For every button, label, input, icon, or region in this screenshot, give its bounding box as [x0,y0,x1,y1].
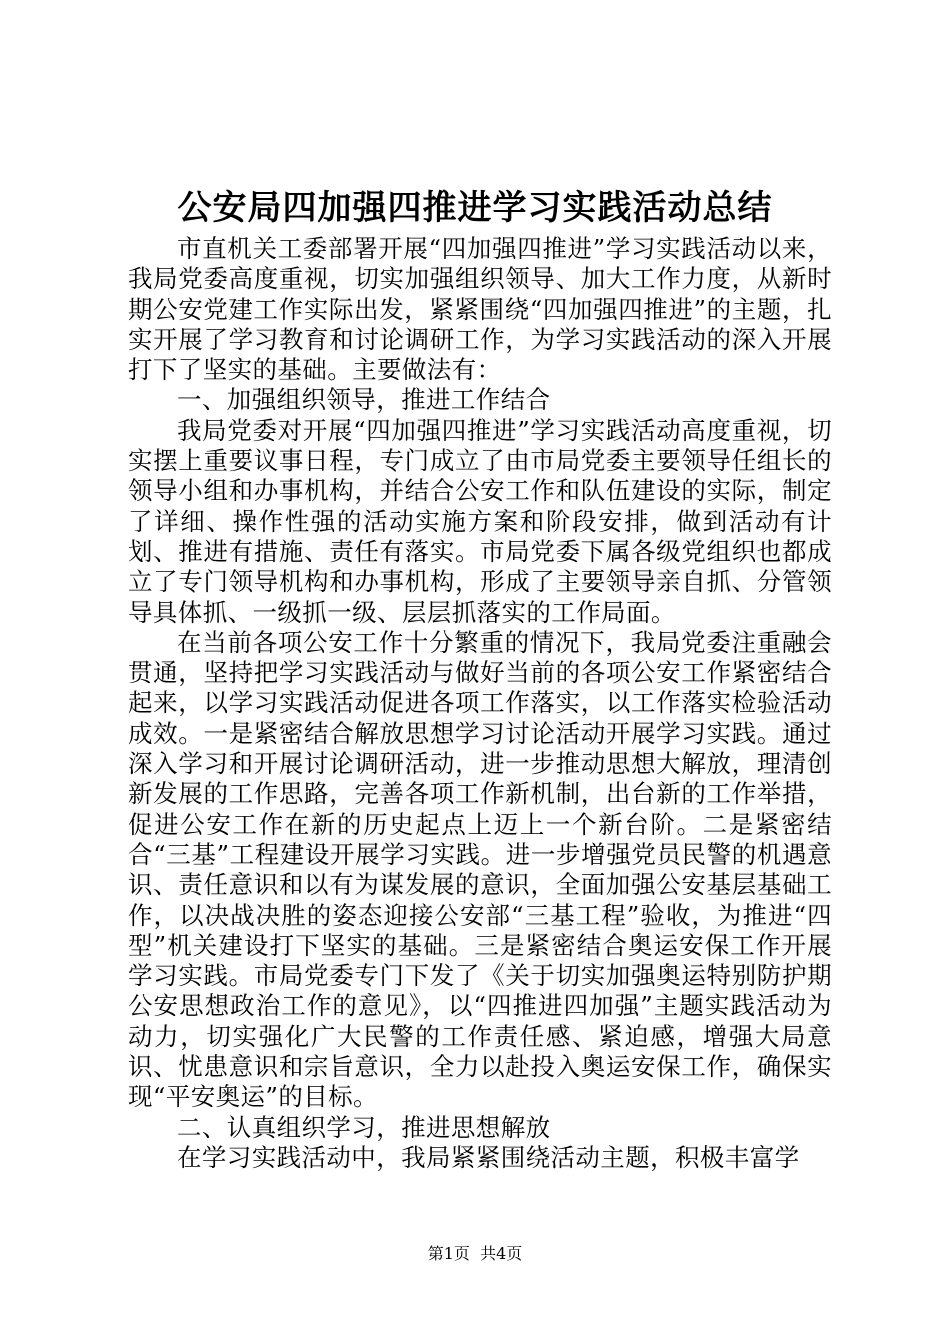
section-heading-1: 一、加强组织领导，推进工作结合 [177,385,551,415]
document-body [128,234,832,1173]
document-title: 公安局四加强四推进学习实践活动总结 [177,188,773,228]
page-footer [0,1244,950,1264]
paragraph-section1-a: 我局党委对开展“四加强四推进”学习实践活动高度重视，切实摆上重要议事日程，专门成立了由市局党委主要领导任组长的领导小组和办事机构，并结合公安工作和队伍建设的实际，制定了详细、操作性强的活动实施方案和阶段安排，做到活动有计划、推进有措施、责任有落实。市局党委下属各级党组织也都成立了专门领导机构和办事机构，形成了主要领导亲自抓、分管领导具体抓、一级抓一级、层层抓落实的工作局面。 [128,415,832,627]
paragraph-section1-b: 在当前各项公安工作十分繁重的情况下，我局党委注重融会贯通，坚持把学习实践活动与做好当前的各项公安工作紧密结合起来，以学习实践活动促进各项工作落实，以工作落实检验活动成效。一是紧密结合解放思想学习讨论活动开展学习实践。通过深入学习和开展讨论调研活动，进一步推动思想大解放，理清创新发展的工作思路，完善各项工作新机制，出台新的工作举措，促进公安工作在新的历史起点上迈上一个新台阶。二是紧密结合“三基”工程建设开展学习实践。进一步增强党员民警的机遇意识、责任意识和以有为谋发展的意识，全面加强公安基层基础工作，以决战决胜的姿态迎接公安部“三基工程”验收，为推进“四型”机关建设打下坚实的基础。三是紧密结合奥运安保工作开展学习实践。市局党委专门下发了《关于切实加强奥运特别防护期公安思想政治工作的意见》，以“四推进四加强”主题实践活动为动力，切实强化广大民警的工作责任感、紧迫感，增强大局意识、忧患意识和宗旨意识，全力以赴投入奥运安保工作，确保实现“平安奥运”的目标。 [128,627,832,1112]
paragraph-section2-a: 在学习实践活动中，我局紧紧围绕活动主题，积极丰富学 [177,1142,800,1172]
section-heading-2: 二、认真组织学习，推进思想解放 [177,1112,551,1142]
page-number: 第1页 [427,1244,470,1263]
paragraph-intro: 市直机关工委部署开展“四加强四推进”学习实践活动以来，我局党委高度重视，切实加强组织领导、加大工作力度，从新时期公安党建工作实际出发，紧紧围绕“四加强四推进”的主题，扎实开展了学习教育和讨论调研工作，为学习实践活动的深入开展打下了坚实的基础。主要做法有： [128,234,832,385]
page-total: 共4页 [480,1244,523,1263]
